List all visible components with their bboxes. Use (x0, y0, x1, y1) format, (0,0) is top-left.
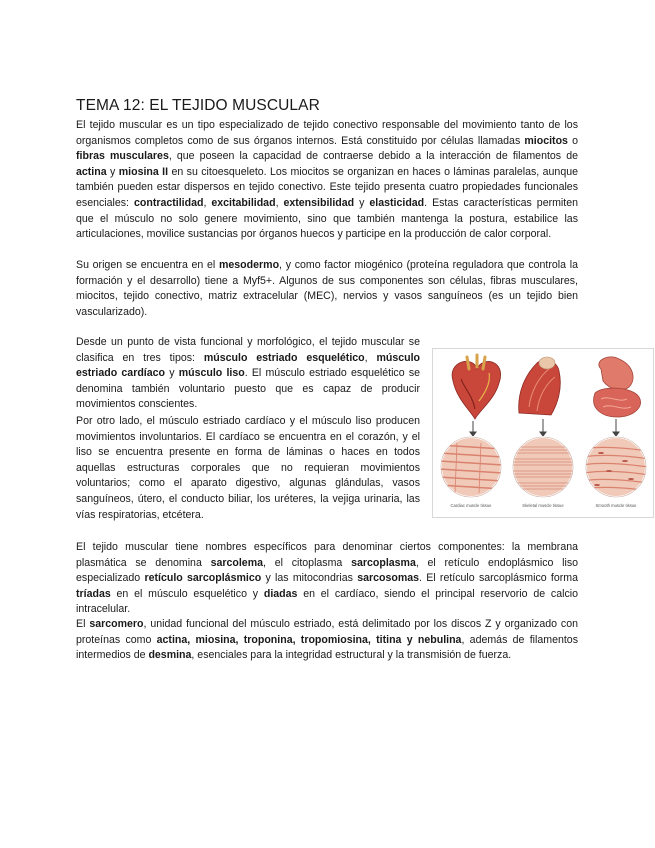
muscle-types-illustration (432, 348, 654, 518)
text: , el citoplasma (263, 556, 352, 569)
text: y (106, 165, 119, 178)
bold-term: fibras musculares (76, 150, 169, 163)
text: en el músculo esquelético y (110, 587, 264, 600)
caption-cardiac: Cardiac muscle tissue (450, 503, 492, 508)
text: , (275, 196, 284, 209)
bold-term: retículo sarcoplásmico (144, 572, 262, 585)
bold-term: extensibilidad (283, 196, 355, 209)
cardiac-tissue-circle (439, 437, 503, 497)
text: El tejido muscular es un tipo especializado de tejido conectivo responsable del movimiento tanto de los organismos completos como de sus órganos internos. Está constituido por células llamadas (76, 119, 578, 147)
bold-term: contractilidad (133, 196, 204, 209)
text: Por otro lado, el músculo estriado cardíaco y el músculo liso producen movimientos involuntarios. El cardíaco se encuentra en el corazón, y el liso se encuentra presente en forma de láminas o haces en todos aquellas estructuras corporales que no requieran movimientos voluntarios; como el aparato digestivo, algunas glándulas, vasos sanguíneos, útero, el conducto biliar, los uréteres, la vejiga urinaria, las vías respiratorias, etcétera. (76, 415, 420, 521)
arm-muscle-illustration (519, 357, 561, 415)
text: Su origen se encuentra en el (76, 259, 219, 271)
text: . El retículo sarcoplásmico forma (419, 572, 578, 585)
text: Desde un punto de vista funcional y morfológico, el tejido muscular se clasifica en tres tipos: (76, 336, 420, 364)
bold-term: músculo estriado cardíaco (76, 351, 420, 380)
bold-term: sarcoplasma (351, 556, 416, 569)
bold-term: músculo estriado esquelético (203, 351, 365, 364)
digestive-organs-illustration (594, 357, 641, 417)
page-title: TEMA 12: EL TEJIDO MUSCULAR (76, 97, 320, 114)
bold-term: actina (76, 165, 107, 178)
bold-term: sarcomero (89, 618, 144, 630)
text: , además de filamentos intermedios de (76, 633, 578, 662)
text: El (76, 618, 90, 630)
text: y (354, 196, 370, 209)
text: , unidad funcional del músculo estriado, está delimitado por los discos Z y organizado con proteínas como (76, 618, 578, 646)
paragraph-involuntary (76, 414, 420, 523)
text: , el retículo endoplásmico liso especializado (76, 556, 579, 585)
text: , esenciales para la integridad estructural y la transmisión de fuerza. (191, 649, 512, 662)
text: o (567, 134, 578, 147)
bold-term: músculo liso (178, 367, 245, 380)
bold-term: elasticidad (369, 196, 425, 209)
bold-term: excitabilidad (211, 196, 276, 209)
paragraph-components (76, 540, 578, 618)
bold-term: actina, miosina, troponina, tropomiosina, titina y nebulina (156, 633, 462, 646)
paragraph-origin (76, 258, 578, 320)
muscle-types-svg (433, 349, 653, 517)
bold-term: miosina II (118, 165, 169, 178)
bold-term: sarcosomas (357, 572, 420, 585)
text: y las mitocondrias (261, 572, 358, 585)
paragraph-classification (76, 335, 420, 413)
text: en el cardíaco, siendo el principal reservorio de calcio intracelular. (76, 587, 578, 616)
bold-term: tríadas (76, 587, 111, 600)
paragraph-sarcomere (76, 617, 578, 664)
text: , (364, 351, 377, 364)
heart-illustration (452, 355, 501, 419)
bold-term: diadas (263, 587, 298, 600)
bold-term: mesodermo (218, 259, 280, 271)
skeletal-tissue-circle (511, 437, 575, 497)
paragraph-intro (76, 118, 578, 243)
bold-term: desmina (148, 649, 192, 662)
arrows (470, 419, 619, 436)
text: , que poseen la capacidad de contraerse debido a la interacción de filamentos de (168, 150, 578, 163)
text: . El músculo estriado esquelético se denomina también voluntario puesto que es capaz de producir movimientos conscientes. (76, 367, 421, 411)
caption-skeletal: Skeletal muscle tissue (522, 503, 564, 508)
text: en su citoesqueleto. Los miocitos se organizan en haces o láminas paralelas, aunque también pueden estar dispersos en tejido conectivo. Este tejido presenta cuatro propiedades funcionales esenciales: (76, 165, 578, 209)
smooth-tissue-circle (583, 437, 649, 497)
text: El tejido muscular tiene nombres específicos para denominar ciertos componentes: la membrana plasmática se denomina (76, 541, 578, 569)
text: , y como factor miogénico (proteína reguladora que controla la formación y el desarrollo) tiene a Myf5+. Algunos de sus componentes son células, fibras musculares, miocitos, tejido conectivo, matriz extracelular (MEC), nervios y vasos sanguíneos (es un tejido bien vascularizado). (76, 259, 578, 318)
bold-term: miocitos (524, 134, 568, 147)
text: . Estas características permiten que el músculo no solo genere movimiento, sino que también mantenga la postura, estabilice las articulaciones, movilice sustancias por órganos huecos y participe en la producción de calor corporal. (76, 196, 579, 241)
caption-smooth: Smooth muscle tissue (595, 503, 637, 508)
text: y (165, 367, 179, 380)
text: , (203, 196, 212, 209)
bold-term: sarcolema (210, 556, 264, 569)
